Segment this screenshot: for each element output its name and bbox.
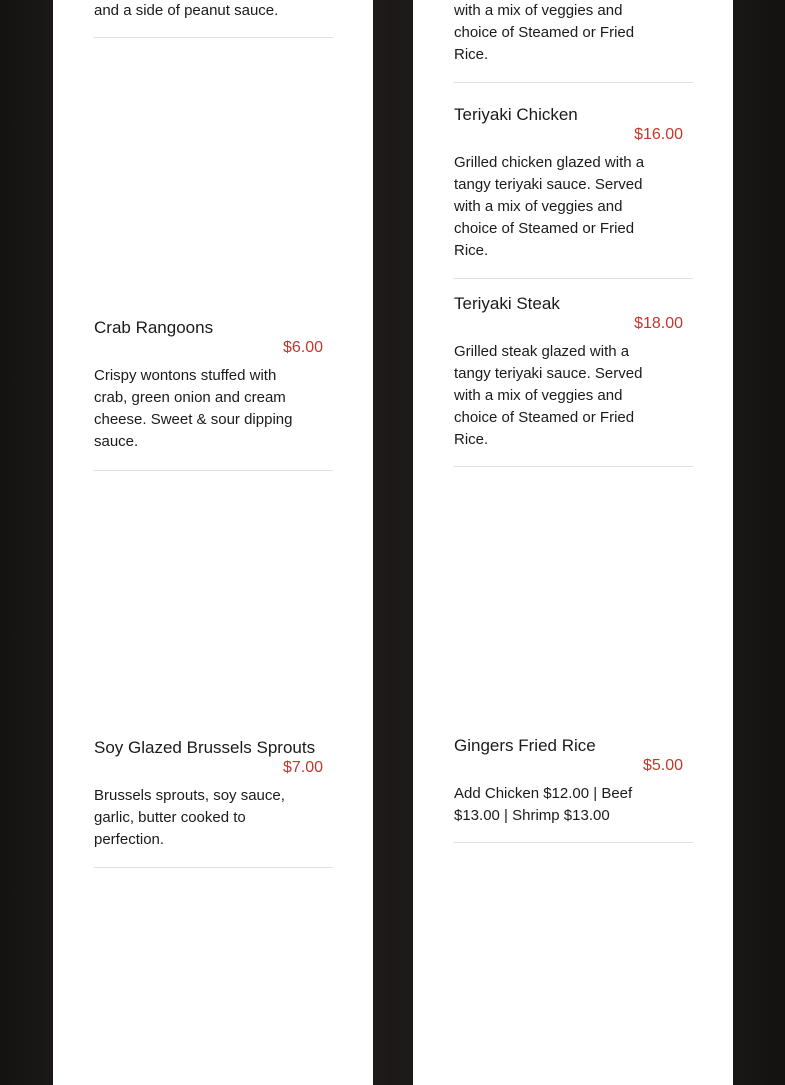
menu-item-name: Teriyaki Steak <box>454 294 560 313</box>
menu-item-partial <box>454 0 693 83</box>
menu-item-description: Brussels sprouts, soy sauce, garlic, butter cooked to perfection. <box>94 787 285 848</box>
menu-column-left <box>53 0 373 1085</box>
menu-item-description: with a mix of veggies and choice of Steamed or Fried Rice. <box>454 2 635 63</box>
menu-item-description: and a side of peanut sauce. <box>94 2 279 19</box>
menu-item-price: $5.00 <box>642 757 683 774</box>
menu-column-right <box>413 0 733 1085</box>
menu-item-gingers-fried-rice[interactable] <box>454 735 693 843</box>
menu-item-price: $6.00 <box>282 339 323 356</box>
menu-item-name: Crab Rangoons <box>94 318 214 337</box>
menu-item-name: Gingers Fried Rice <box>454 736 596 755</box>
menu-item-soy-glazed-brussels-sprouts[interactable] <box>94 737 333 868</box>
menu-item-teriyaki-chicken[interactable] <box>454 104 693 279</box>
menu-item-description: Grilled steak glazed with a tangy teriyaki sauce. Served with a mix of veggies and choice of Steamed or Fried Rice. <box>454 343 643 448</box>
menu-item-price: $16.00 <box>634 126 683 143</box>
menu-item-price: $7.00 <box>282 759 323 776</box>
menu-item-description: Crispy wontons stuffed with crab, green onion and cream cheese. Sweet & sour dipping sauce. <box>94 367 293 450</box>
menu-item-name: Soy Glazed Brussels Sprouts <box>94 738 316 757</box>
menu-item-description: Add Chicken $12.00 | Beef $13.00 | Shrimp $13.00 <box>454 785 633 824</box>
menu-item-crab-rangoons[interactable] <box>94 317 333 471</box>
menu-item-teriyaki-steak[interactable] <box>454 293 693 467</box>
menu-item-partial <box>94 0 333 38</box>
menu-item-price: $18.00 <box>634 315 683 332</box>
menu-item-description: Grilled chicken glazed with a tangy teriyaki sauce. Served with a mix of veggies and choice of Steamed or Fried Rice. <box>454 154 645 259</box>
menu-item-name: Teriyaki Chicken <box>454 105 578 124</box>
